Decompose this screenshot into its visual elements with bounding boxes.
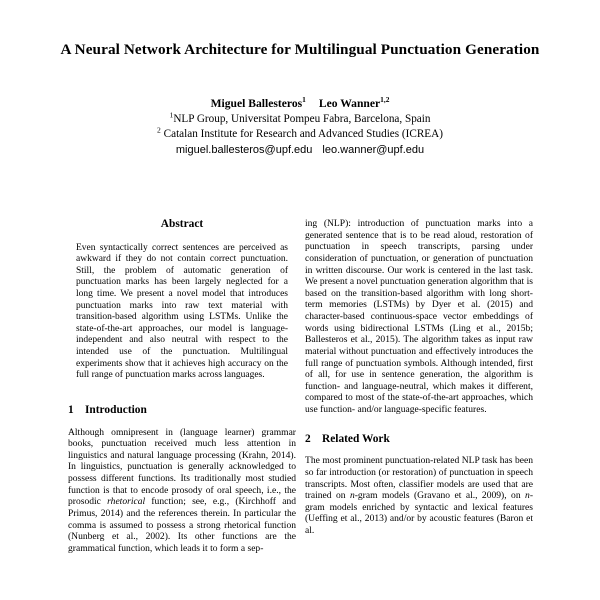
section-number-2: 2 xyxy=(305,432,311,445)
related-work-text-part-2: -gram models (Gravano et al., 2009), on xyxy=(354,490,526,502)
abstract-heading: Abstract xyxy=(160,218,204,230)
affiliation-one-text: NLP Group, Universitat Pompeu Fabra, Barcelona, Spain xyxy=(173,113,431,125)
continued-paragraph: ing (NLP): introduction of punctuation marks into a generated sentence that is to be read aloud, restoration of punctuation in speech transcripts, parsing under consideration of punctuation, or generation of punctuation in written discourse. Our work is centered in the last task. We present a novel punctuation generation algorithm that is based on the transition-based algorithm with long short-term memories (LSTMs) by Dyer et al. (2015) and character-based continuous-space vector embeddings of words using bidirectional LSTMs (Ling et al., 2015b; Ballesteros et al., 2015). The algorithm takes as input raw material without punctuation and effectively introduces the full range of punctuation symbols. Although intended, first of all, for use in sentence generation, the algorithm is function- and language-neutral, which makes it different, compared to most of the state-of-the-art approaches, which use function- and/or language-specific features. xyxy=(305,218,533,415)
author-two-name: Leo Wanner xyxy=(318,97,381,110)
affiliation-two-text: Catalan Institute for Research and Advanced Studies (ICREA) xyxy=(160,128,443,140)
left-column xyxy=(68,218,296,554)
introduction-text-part-1: Although omnipresent in (language learner) grammar books, punctuation received much less attention in linguistics and natural language processing (Krahn, 2014). In linguistics, punctuation is generally acknowledged to possess different functions. Its traditionally most studied function is that to encode prosody of oral speech, i.e., the prosodic xyxy=(68,426,296,508)
related-work-paragraph xyxy=(305,455,533,536)
author-one-name: Miguel Ballesteros xyxy=(210,97,303,110)
affiliation-one-marker: 1 xyxy=(169,110,174,120)
abstract-body: Even syntactically correct sentences are perceived as awkward if they do not contain correct punctuation. Still, the problem of automatic generation of punctuation marks has been largely neglected for a long time. We present a novel model that introduces punctuation marks into raw text material with transition-based algorithm using LSTMs. Unlike the state-of-the-art approaches, our model is language-independent and also neutral with respect to the intended use of the punctuation. Multilingual experiments show that it achieves high accuracy on the full range of punctuation marks across languages. xyxy=(76,242,288,381)
affiliation-two-marker: 2 xyxy=(157,125,161,135)
email-author-two[interactable]: leo.wanner@upf.edu xyxy=(322,144,425,156)
page-title: A Neural Network Architecture for Multilingual Punctuation Generation xyxy=(60,41,540,58)
author-two-affiliation-marker: 1,2 xyxy=(380,95,390,105)
related-work-text-part-3: -gram models enriched by syntactic and lexical features (Ueffing et al., 2013) and/or by acoustic features (Baron et al. xyxy=(305,490,534,537)
section-title-introduction: Introduction xyxy=(85,403,147,416)
spacer-paragraph-related-work xyxy=(305,416,533,433)
section-heading-introduction xyxy=(68,404,296,418)
author-one-affiliation-marker: 1 xyxy=(302,95,306,105)
author-line xyxy=(60,96,540,111)
right-column xyxy=(305,218,533,537)
spacer-abstract-introduction xyxy=(68,382,296,404)
affiliation-two xyxy=(60,127,540,142)
related-work-italic-n-2: n xyxy=(525,490,530,502)
related-work-italic-n-1: n xyxy=(349,490,355,502)
affiliation-one xyxy=(60,112,540,127)
introduction-italic-rhetorical: rhetorical xyxy=(107,496,146,508)
section-title-related-work: Related Work xyxy=(322,432,390,445)
abstract-block xyxy=(68,218,296,382)
section-heading-related-work xyxy=(305,433,533,447)
section-number-1: 1 xyxy=(68,403,74,416)
introduction-paragraph xyxy=(68,427,296,555)
email-author-one[interactable]: miguel.ballesteros@upf.edu xyxy=(175,144,313,156)
email-line xyxy=(60,143,540,157)
introduction-text-part-2: function; see, e.g., (Kirchhoff and Primus, 2014) and the references therein. In particular the comma is assumed to possess a strong rhetorical function (Nunberg et al., 2002). Its other functions are the grammatical function, which leads it to form a sep- xyxy=(68,496,296,554)
related-work-text-part-1: The most prominent punctuation-related NLP task has been so far introduction (or restoration) of punctuation in speech transcripts. Most often, classifier models are used that are trained on xyxy=(305,455,533,502)
